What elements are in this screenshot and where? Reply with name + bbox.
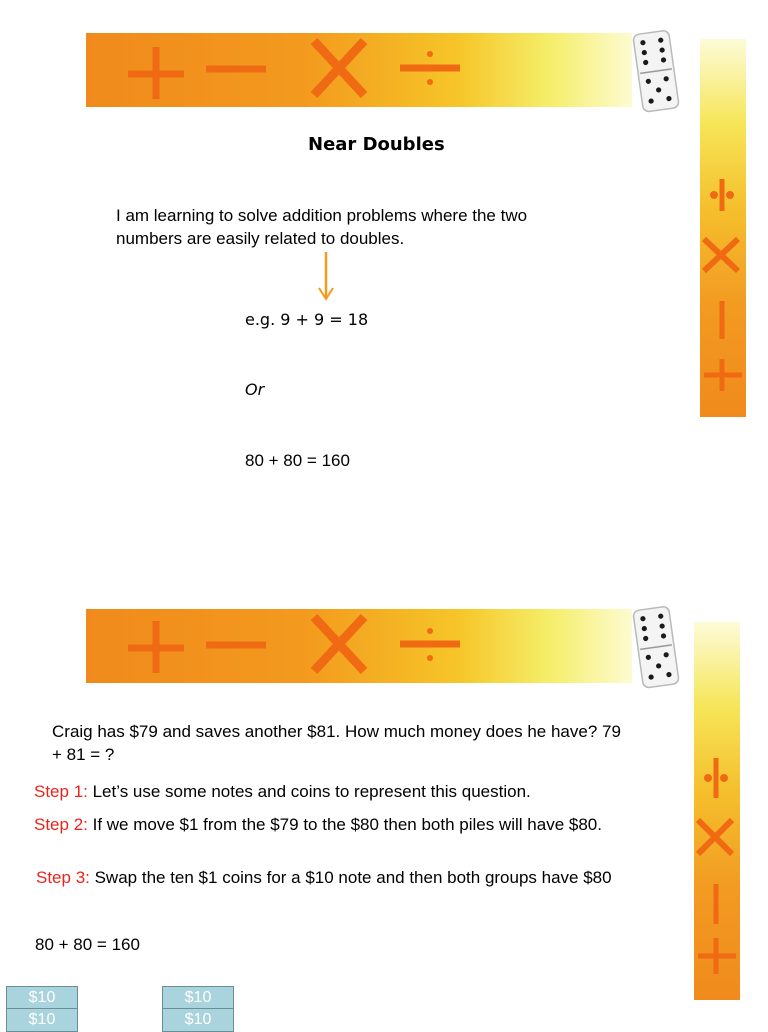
vertical-bar-top xyxy=(700,39,746,417)
domino-icon xyxy=(632,28,682,114)
step-3-text: Swap the ten $1 coins for a $10 note and then both groups have $80 xyxy=(89,868,612,887)
learning-objective: I am learning to solve addition problems where the two numbers are easily related to doubles. xyxy=(116,206,528,248)
step-1-text: Let’s use some notes and coins to represent this question. xyxy=(87,782,531,801)
times-icon xyxy=(704,239,738,271)
plus-icon xyxy=(128,621,184,673)
times-icon xyxy=(314,617,364,671)
example-1: e.g. 9 + 9 = 18 xyxy=(245,310,369,329)
or-label: Or xyxy=(245,380,265,399)
times-icon xyxy=(314,41,364,95)
math-symbols-vertical xyxy=(700,39,746,417)
step-2-text: If we move $1 from the $79 to the $80 then both piles will have $80. xyxy=(87,815,602,834)
step-1-label: Step 1: xyxy=(34,782,88,801)
times-icon xyxy=(698,820,732,854)
word-problem: Craig has $79 and saves another $81. How much money does he have? 79 + 81 = ? xyxy=(52,722,621,764)
ten-dollar-note: $10 xyxy=(162,1008,234,1032)
step-3-label: Step 3: xyxy=(36,868,90,887)
result-equation: 80 + 80 = 160 xyxy=(35,935,140,954)
banner-top xyxy=(86,33,632,107)
ten-dollar-note: $10 xyxy=(6,1008,78,1032)
math-symbols-banner xyxy=(86,33,632,107)
divide-icon xyxy=(707,758,726,798)
plus-icon xyxy=(698,938,736,974)
math-symbols-banner xyxy=(86,609,632,683)
vertical-bar-bottom xyxy=(694,622,740,1000)
plus-icon xyxy=(128,47,184,99)
plus-icon xyxy=(704,359,742,391)
divide-icon xyxy=(713,179,732,211)
banner-bottom xyxy=(86,609,632,683)
step-3 xyxy=(36,866,616,889)
ten-dollar-note: $10 xyxy=(6,986,78,1010)
step-1 xyxy=(34,780,634,803)
math-symbols-vertical xyxy=(694,622,740,1000)
domino-icon xyxy=(632,604,682,690)
example-2: 80 + 80 = 160 xyxy=(245,451,350,470)
down-arrow-icon xyxy=(316,250,336,304)
slide-title: Near Doubles xyxy=(308,134,445,155)
ten-dollar-note: $10 xyxy=(162,986,234,1010)
step-2-label: Step 2: xyxy=(34,815,88,834)
step-2 xyxy=(34,813,604,836)
